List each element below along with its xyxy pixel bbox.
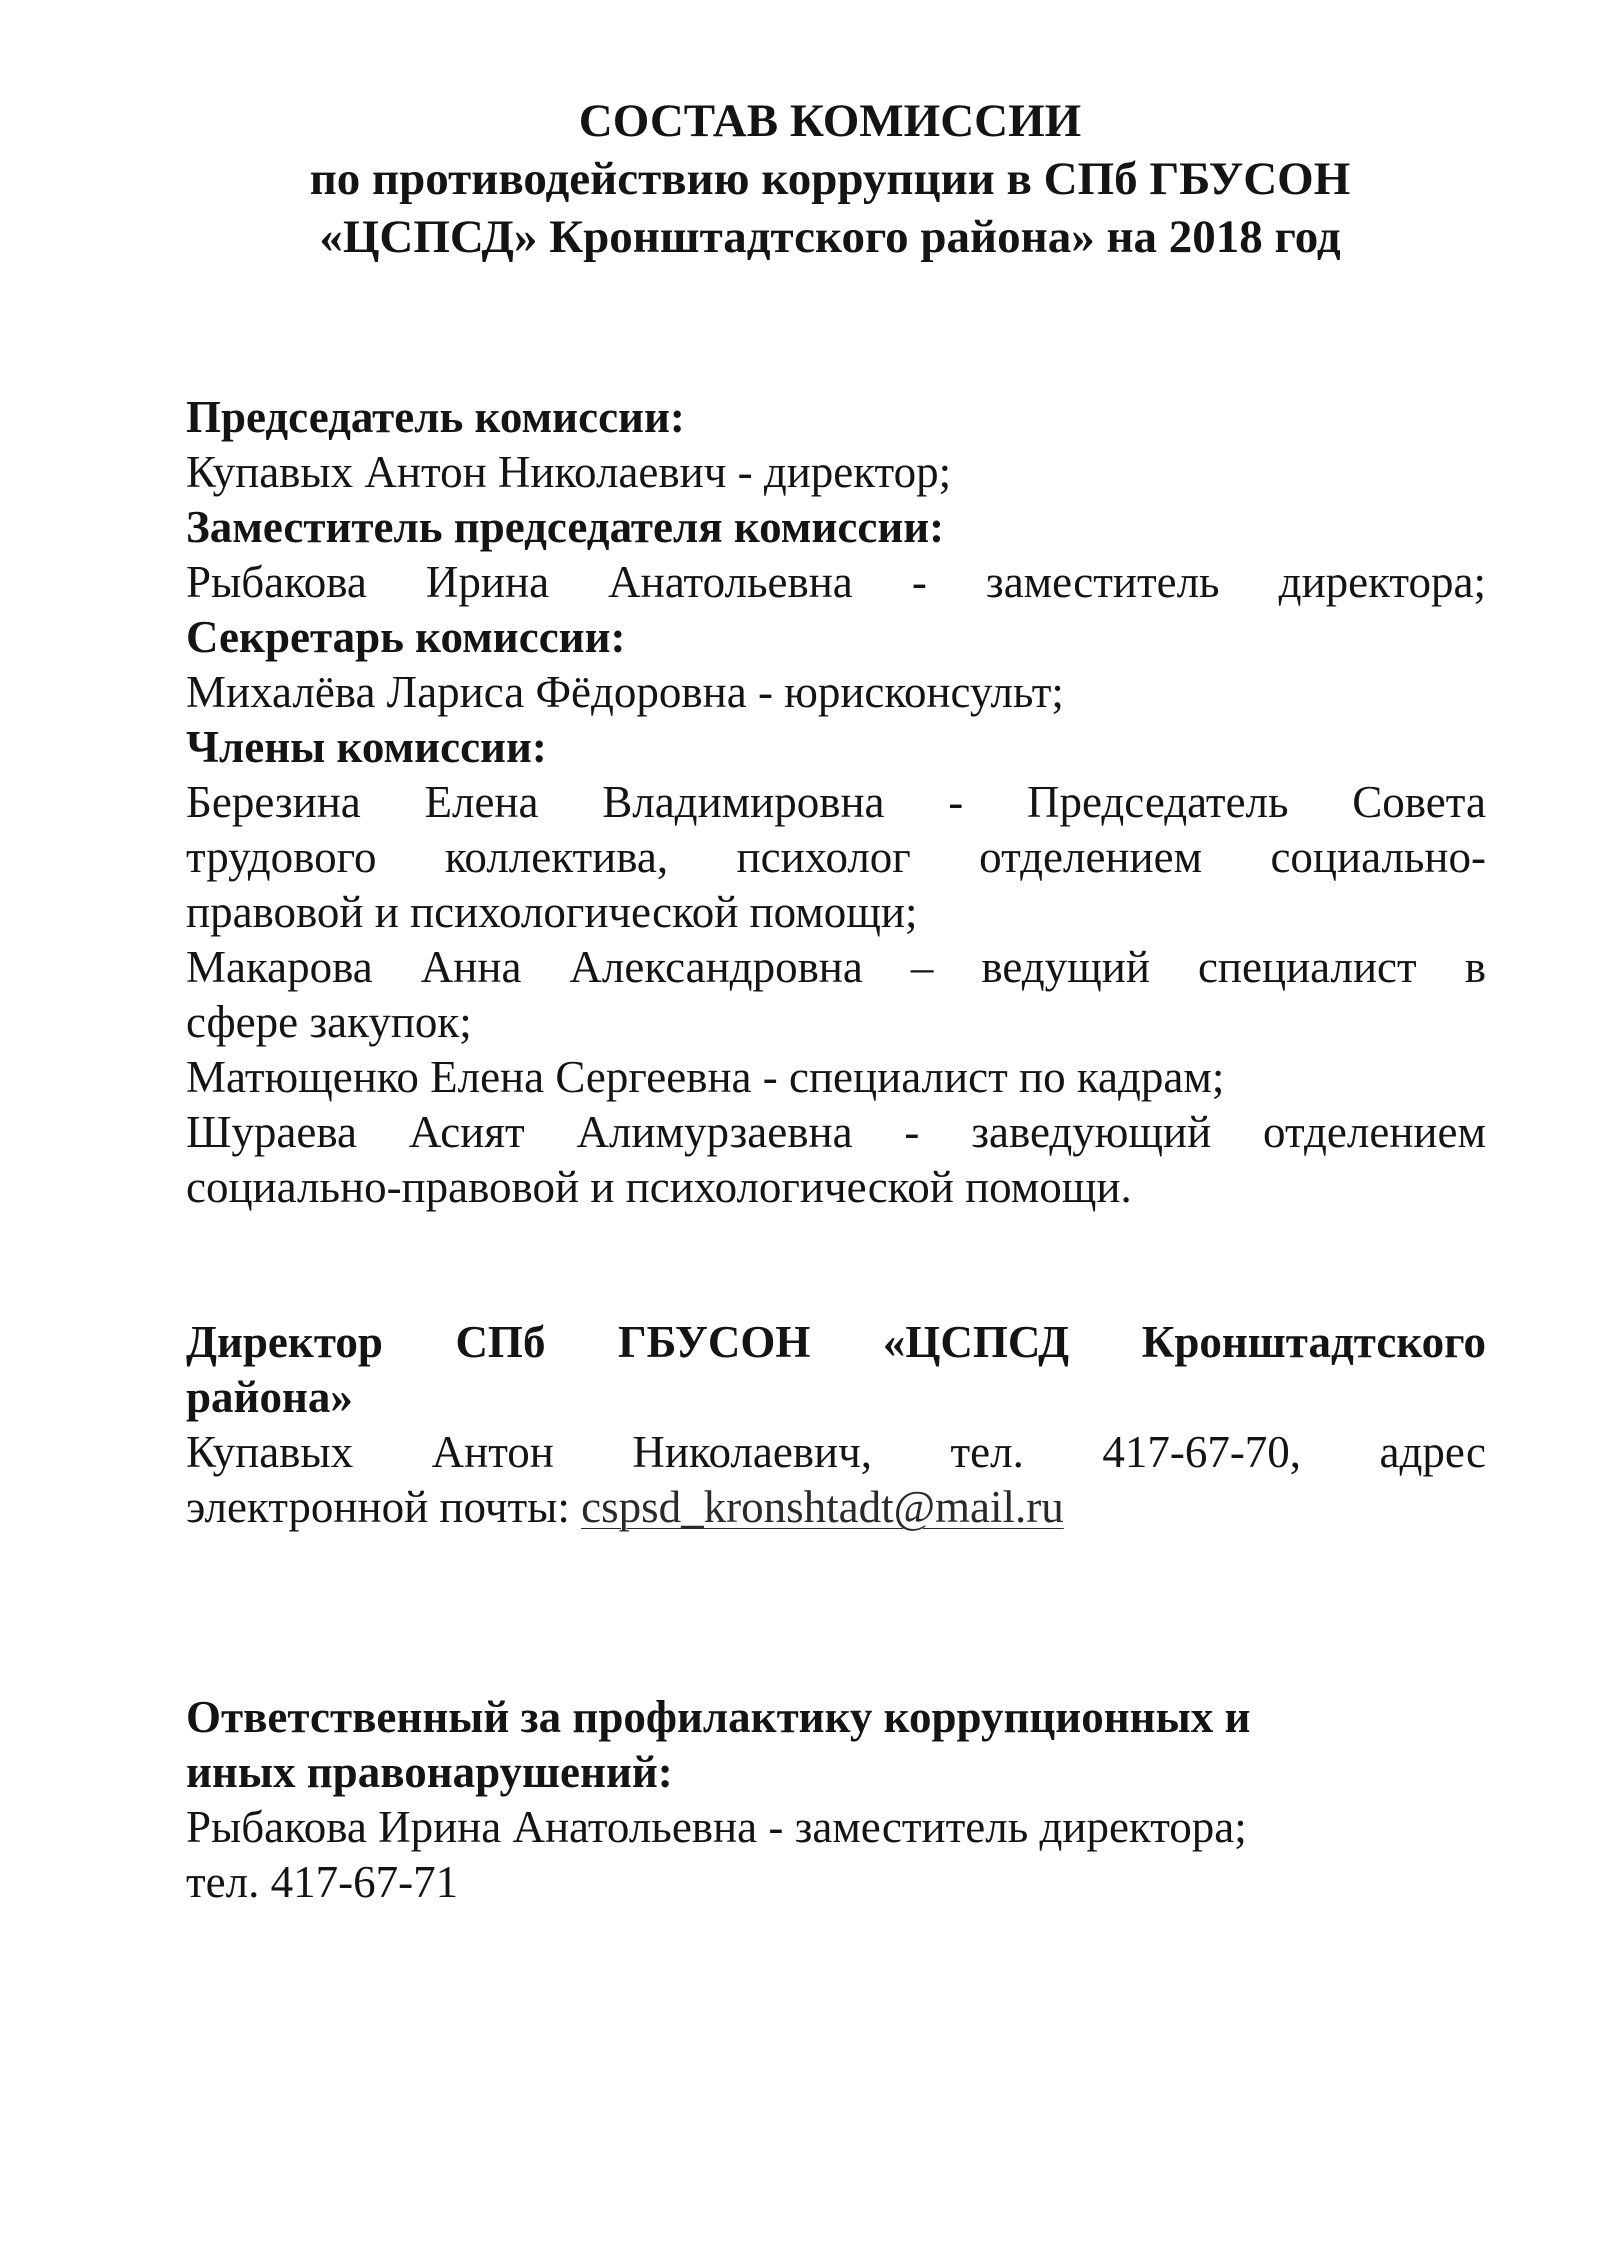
word: Николаевич, [632, 1427, 873, 1477]
word: отделением [979, 832, 1203, 882]
members-heading: Члены комиссии: [186, 722, 547, 772]
deputy-section [186, 500, 1486, 610]
member-1-line-1 [186, 775, 1486, 830]
responsible-section [186, 1690, 1486, 1910]
member-4-line-1 [186, 1105, 1486, 1160]
word: Директор [186, 1317, 383, 1367]
word: в [1464, 942, 1486, 992]
word: психолог [736, 832, 911, 882]
deputy-text [186, 555, 1486, 610]
word: директора; [1278, 557, 1486, 607]
word: Елена [424, 777, 539, 827]
word: Антон [431, 1427, 554, 1477]
word: Купавых [186, 1427, 354, 1477]
chairman-section [186, 390, 1486, 500]
title-line-2: по противодействию коррупции в СПб ГБУСОН [309, 153, 1351, 205]
word: ведущий [981, 942, 1150, 992]
responsible-heading-line-2: иных правонарушений: [186, 1747, 673, 1797]
word: тел. [950, 1427, 1024, 1477]
member-2-line-2: сфере закупок; [186, 997, 472, 1047]
word: Анна [420, 942, 522, 992]
member-1-line-3: правовой и психологической помощи; [186, 887, 918, 937]
director-heading-line-1 [186, 1315, 1486, 1370]
word: Совета [1352, 777, 1486, 827]
director-contact-line-2 [186, 1480, 1486, 1535]
title-line-3: «ЦСПСД» Кронштадтского района» на 2018 год [319, 211, 1341, 263]
member-1-line-2 [186, 830, 1486, 885]
spacer [186, 1535, 1486, 1690]
chairman-heading: Председатель комиссии: [186, 392, 685, 442]
director-contact-line-1 [186, 1425, 1486, 1480]
word: Ирина [425, 557, 550, 607]
word: Асият [408, 1107, 525, 1157]
document-body [186, 390, 1486, 1910]
deputy-heading: Заместитель председателя комиссии: [186, 502, 945, 552]
word: ГБУСОН [618, 1317, 811, 1367]
member-4-line-2: социально-правовой и психологической помощи. [186, 1162, 1132, 1212]
secretary-heading: Секретарь комиссии: [186, 612, 626, 662]
member-2-line-1 [186, 940, 1486, 995]
word: заместитель [985, 557, 1220, 607]
secretary-text: Михалёва Лариса Фёдоровна - юрисконсульт; [186, 667, 1064, 717]
document-title [180, 92, 1480, 266]
word: трудового [186, 832, 377, 882]
word: социально- [1270, 832, 1486, 882]
member-3-line-1: Матющенко Елена Сергеевна - специалист по кадрам; [186, 1052, 1225, 1102]
title-line-1: СОСТАВ КОМИССИИ [578, 95, 1082, 147]
responsible-text: Рыбакова Ирина Анатольевна - заместитель директора; [186, 1802, 1247, 1852]
word: Шураева [186, 1107, 357, 1157]
word: коллектива, [444, 832, 669, 882]
word: Кронштадтского [1141, 1317, 1486, 1367]
word: Макарова [186, 942, 373, 992]
word: - [904, 1107, 920, 1157]
word: Алимурзаевна [576, 1107, 853, 1157]
word: Председатель [1027, 777, 1289, 827]
word: Рыбакова [186, 557, 367, 607]
email-label: электронной почты: [186, 1482, 582, 1532]
word: Анатольевна [608, 557, 853, 607]
word: СПб [455, 1317, 546, 1367]
chairman-text: Купавых Антон Николаевич - директор; [186, 447, 952, 497]
responsible-heading-line-1: Ответственный за профилактику коррупционных и [186, 1692, 1251, 1742]
director-heading-line-2: района» [186, 1372, 353, 1422]
word: адрес [1379, 1427, 1486, 1477]
email-link[interactable]: cspsd_kronshtadt@mail.ru [581, 1482, 1064, 1532]
responsible-phone: тел. 417-67-71 [186, 1857, 459, 1907]
word: Владимировна [602, 777, 885, 827]
spacer [186, 1215, 1486, 1315]
word: - [911, 557, 927, 607]
word: «ЦСПСД [882, 1317, 1070, 1367]
word: – [910, 942, 934, 992]
director-section [186, 1315, 1486, 1535]
members-section [186, 720, 1486, 1215]
word: 417-67-70, [1102, 1427, 1302, 1477]
secretary-section [186, 610, 1486, 720]
word: Березина [186, 777, 361, 827]
word: отделением [1263, 1107, 1486, 1157]
word: заведующий [971, 1107, 1212, 1157]
word: - [948, 777, 964, 827]
word: специалист [1197, 942, 1417, 992]
word: Александровна [569, 942, 863, 992]
